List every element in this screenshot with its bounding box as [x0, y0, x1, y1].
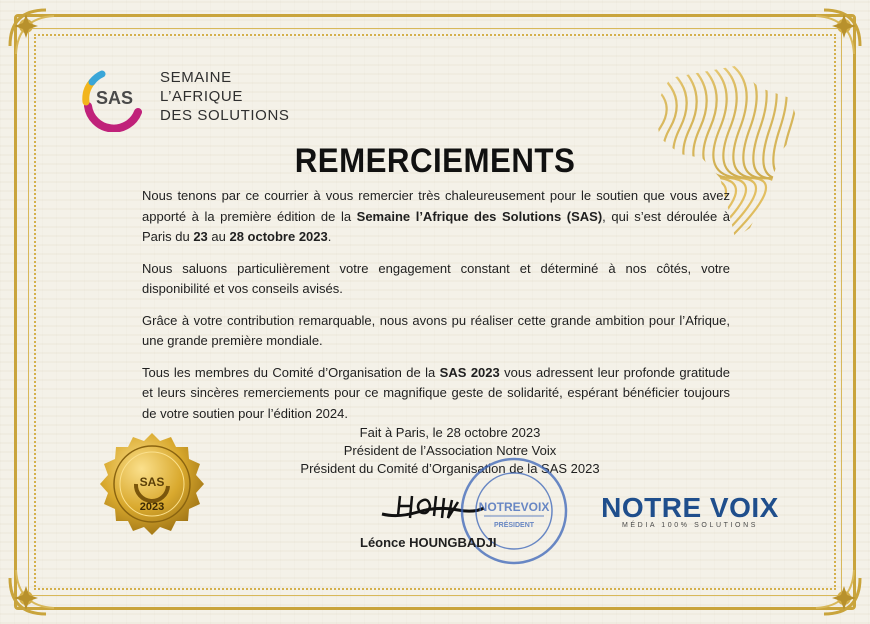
logo-mark-text: SAS — [96, 88, 134, 108]
association-stamp-icon — [458, 455, 570, 567]
stamp-subtitle: PRÉSIDENT — [493, 522, 535, 529]
signature-block — [240, 424, 660, 478]
seal-year: 2023 — [139, 501, 165, 513]
notre-voix-subtitle: MÉDIA 100% SOLUTIONS — [621, 522, 759, 529]
letter-body — [142, 186, 730, 435]
notre-voix-logo — [600, 492, 780, 529]
logo-line-3: DES SOLUTIONS — [160, 107, 290, 124]
paragraph-4: Tous les membres du Comité d’Organisation de la SAS 2023 vous adressent leur profonde gratitude et leurs sincères remerciements pour ce magnifique geste de solidarité, espérant bénéficier toujours de votre soutien pour l’édition 2024. — [142, 364, 730, 421]
signer-role-2: Président du Comité d’Organisation de la SAS 2023 — [300, 461, 600, 476]
paragraph-1: Nous tenons par ce courrier à vous remercier très chaleureusement pour le soutien que vous avez apporté à la première édition de la Semaine l’Afrique des Solutions (SAS), qui s’est déroulée à Paris du 23 au 28 octobre 2023. — [142, 188, 730, 244]
paragraph-2: Nous saluons particulièrement votre engagement constant et déterminé à nos côtés, votre disponibilité et vos conseils avisés. — [142, 260, 730, 296]
sas-logo-icon — [78, 68, 148, 132]
corner-ornament-icon — [6, 548, 76, 618]
logo-wordmark — [160, 68, 290, 125]
stamp-title: NOTREVOIX — [478, 500, 550, 514]
place-date: Fait à Paris, le 28 octobre 2023 — [359, 425, 541, 440]
logo-line-2: L’AFRIQUE — [160, 88, 243, 105]
signer-name: Léonce HOUNGBADJI — [360, 535, 497, 550]
signer-role-1: Président de l’Association Notre Voix — [343, 443, 557, 458]
gold-seal-icon — [92, 424, 212, 544]
seal-mark: SAS — [139, 475, 165, 489]
paragraph-3: Grâce à votre contribution remarquable, nous avons pu réaliser cette grande ambition pour l’Afrique, une grande première mondiale. — [142, 312, 730, 348]
notre-voix-title: NOTRE VOIX — [601, 492, 779, 523]
page-title: REMERCIEMENTS — [294, 142, 576, 180]
logo-line-1: SEMAINE — [160, 69, 232, 86]
corner-ornament-icon — [794, 548, 864, 618]
corner-ornament-icon — [6, 6, 76, 76]
